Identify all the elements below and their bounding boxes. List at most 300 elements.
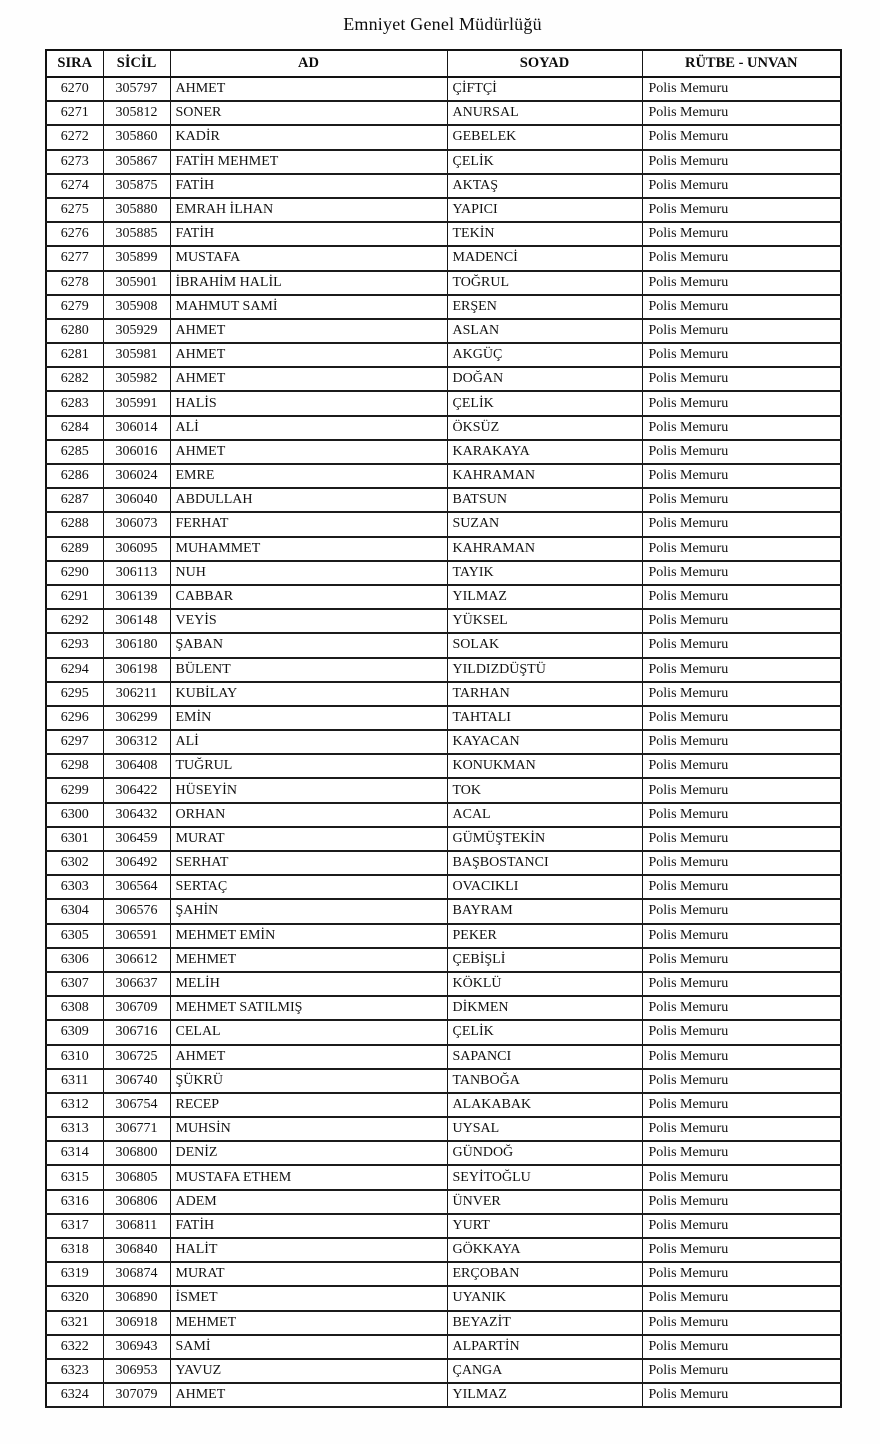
table-row bbox=[46, 150, 841, 174]
cell-ad: MAHMUT SAMİ bbox=[170, 295, 447, 319]
cell-sicil: 305991 bbox=[103, 391, 170, 415]
table-row bbox=[46, 1069, 841, 1093]
cell-rutbe: Polis Memuru bbox=[642, 391, 841, 415]
cell-soyad: ERŞEN bbox=[447, 295, 642, 319]
cell-ad: FATİH bbox=[170, 222, 447, 246]
cell-sicil: 305867 bbox=[103, 150, 170, 174]
table-row bbox=[46, 1045, 841, 1069]
cell-rutbe: Polis Memuru bbox=[642, 1190, 841, 1214]
table-row bbox=[46, 851, 841, 875]
cell-sicil: 306180 bbox=[103, 633, 170, 657]
cell-sira: 6318 bbox=[46, 1238, 103, 1262]
cell-soyad: ACAL bbox=[447, 803, 642, 827]
cell-rutbe: Polis Memuru bbox=[642, 1359, 841, 1383]
cell-sira: 6281 bbox=[46, 343, 103, 367]
cell-sicil: 306740 bbox=[103, 1069, 170, 1093]
cell-ad: TUĞRUL bbox=[170, 754, 447, 778]
cell-rutbe: Polis Memuru bbox=[642, 996, 841, 1020]
cell-sira: 6286 bbox=[46, 464, 103, 488]
table-row bbox=[46, 1335, 841, 1359]
table-row bbox=[46, 561, 841, 585]
cell-sicil: 306299 bbox=[103, 706, 170, 730]
cell-rutbe: Polis Memuru bbox=[642, 827, 841, 851]
cell-soyad: SAPANCI bbox=[447, 1045, 642, 1069]
cell-sira: 6316 bbox=[46, 1190, 103, 1214]
table-row bbox=[46, 101, 841, 125]
cell-ad: ORHAN bbox=[170, 803, 447, 827]
cell-soyad: ÇANGA bbox=[447, 1359, 642, 1383]
cell-soyad: GEBELEK bbox=[447, 125, 642, 149]
cell-sira: 6323 bbox=[46, 1359, 103, 1383]
cell-ad: MEHMET SATILMIŞ bbox=[170, 996, 447, 1020]
cell-soyad: TARHAN bbox=[447, 682, 642, 706]
table-row bbox=[46, 996, 841, 1020]
cell-ad: ABDULLAH bbox=[170, 488, 447, 512]
cell-ad: SONER bbox=[170, 101, 447, 125]
table-row bbox=[46, 343, 841, 367]
cell-sicil: 306073 bbox=[103, 512, 170, 536]
cell-ad: AHMET bbox=[170, 440, 447, 464]
cell-sicil: 306095 bbox=[103, 537, 170, 561]
cell-soyad: BEYAZİT bbox=[447, 1311, 642, 1335]
cell-ad: MEHMET bbox=[170, 948, 447, 972]
cell-rutbe: Polis Memuru bbox=[642, 778, 841, 802]
cell-sira: 6288 bbox=[46, 512, 103, 536]
cell-sira: 6277 bbox=[46, 246, 103, 270]
cell-ad: AHMET bbox=[170, 1045, 447, 1069]
cell-rutbe: Polis Memuru bbox=[642, 464, 841, 488]
cell-soyad: ALPARTİN bbox=[447, 1335, 642, 1359]
cell-sira: 6274 bbox=[46, 174, 103, 198]
cell-soyad: YAPICI bbox=[447, 198, 642, 222]
cell-soyad: KAYACAN bbox=[447, 730, 642, 754]
table-row bbox=[46, 633, 841, 657]
cell-rutbe: Polis Memuru bbox=[642, 1286, 841, 1310]
cell-ad: ALİ bbox=[170, 730, 447, 754]
cell-sira: 6287 bbox=[46, 488, 103, 512]
cell-rutbe: Polis Memuru bbox=[642, 585, 841, 609]
cell-soyad: ALAKABAK bbox=[447, 1093, 642, 1117]
cell-sicil: 306840 bbox=[103, 1238, 170, 1262]
cell-rutbe: Polis Memuru bbox=[642, 125, 841, 149]
cell-sicil: 306024 bbox=[103, 464, 170, 488]
cell-rutbe: Polis Memuru bbox=[642, 972, 841, 996]
cell-sira: 6278 bbox=[46, 271, 103, 295]
cell-soyad: PEKER bbox=[447, 924, 642, 948]
cell-sicil: 306211 bbox=[103, 682, 170, 706]
cell-ad: RECEP bbox=[170, 1093, 447, 1117]
cell-rutbe: Polis Memuru bbox=[642, 295, 841, 319]
cell-sicil: 306805 bbox=[103, 1165, 170, 1189]
cell-sira: 6299 bbox=[46, 778, 103, 802]
cell-ad: İBRAHİM HALİL bbox=[170, 271, 447, 295]
cell-sira: 6283 bbox=[46, 391, 103, 415]
cell-rutbe: Polis Memuru bbox=[642, 1165, 841, 1189]
cell-sicil: 306148 bbox=[103, 609, 170, 633]
cell-ad: EMRAH İLHAN bbox=[170, 198, 447, 222]
cell-soyad: SEYİTOĞLU bbox=[447, 1165, 642, 1189]
table-row bbox=[46, 803, 841, 827]
cell-rutbe: Polis Memuru bbox=[642, 1238, 841, 1262]
table-row bbox=[46, 1093, 841, 1117]
cell-rutbe: Polis Memuru bbox=[642, 1141, 841, 1165]
cell-soyad: TAHTALI bbox=[447, 706, 642, 730]
cell-sicil: 306754 bbox=[103, 1093, 170, 1117]
cell-sira: 6298 bbox=[46, 754, 103, 778]
cell-soyad: DOĞAN bbox=[447, 367, 642, 391]
cell-sira: 6293 bbox=[46, 633, 103, 657]
cell-soyad: YURT bbox=[447, 1214, 642, 1238]
cell-ad: CELAL bbox=[170, 1020, 447, 1044]
table-row bbox=[46, 1383, 841, 1407]
cell-rutbe: Polis Memuru bbox=[642, 633, 841, 657]
table-row bbox=[46, 319, 841, 343]
table-row bbox=[46, 658, 841, 682]
table-row bbox=[46, 125, 841, 149]
cell-rutbe: Polis Memuru bbox=[642, 246, 841, 270]
cell-rutbe: Polis Memuru bbox=[642, 658, 841, 682]
cell-soyad: GÖKKAYA bbox=[447, 1238, 642, 1262]
cell-soyad: AKGÜÇ bbox=[447, 343, 642, 367]
cell-sira: 6319 bbox=[46, 1262, 103, 1286]
cell-ad: HÜSEYİN bbox=[170, 778, 447, 802]
table-row bbox=[46, 77, 841, 101]
table-row bbox=[46, 899, 841, 923]
cell-sira: 6313 bbox=[46, 1117, 103, 1141]
cell-soyad: UYSAL bbox=[447, 1117, 642, 1141]
cell-sira: 6321 bbox=[46, 1311, 103, 1335]
cell-soyad: AKTAŞ bbox=[447, 174, 642, 198]
column-header-sira: SIRA bbox=[46, 50, 103, 77]
cell-sira: 6312 bbox=[46, 1093, 103, 1117]
cell-sicil: 305797 bbox=[103, 77, 170, 101]
cell-rutbe: Polis Memuru bbox=[642, 1214, 841, 1238]
table-row bbox=[46, 1359, 841, 1383]
cell-soyad: YILMAZ bbox=[447, 585, 642, 609]
cell-ad: HALİS bbox=[170, 391, 447, 415]
cell-sira: 6308 bbox=[46, 996, 103, 1020]
cell-ad: AHMET bbox=[170, 77, 447, 101]
cell-rutbe: Polis Memuru bbox=[642, 924, 841, 948]
table-row bbox=[46, 1262, 841, 1286]
cell-soyad: KÖKLÜ bbox=[447, 972, 642, 996]
table-row bbox=[46, 512, 841, 536]
table-row bbox=[46, 1020, 841, 1044]
cell-ad: AHMET bbox=[170, 319, 447, 343]
cell-sicil: 306459 bbox=[103, 827, 170, 851]
cell-sicil: 305929 bbox=[103, 319, 170, 343]
cell-soyad: ÇELİK bbox=[447, 391, 642, 415]
cell-sicil: 305899 bbox=[103, 246, 170, 270]
table-row bbox=[46, 972, 841, 996]
cell-sira: 6291 bbox=[46, 585, 103, 609]
table-row bbox=[46, 778, 841, 802]
cell-ad: AHMET bbox=[170, 1383, 447, 1407]
table-row bbox=[46, 440, 841, 464]
cell-sira: 6276 bbox=[46, 222, 103, 246]
cell-soyad: UYANIK bbox=[447, 1286, 642, 1310]
cell-sira: 6284 bbox=[46, 416, 103, 440]
cell-sicil: 306800 bbox=[103, 1141, 170, 1165]
table-row bbox=[46, 827, 841, 851]
cell-soyad: ÇEBİŞLİ bbox=[447, 948, 642, 972]
cell-sicil: 306040 bbox=[103, 488, 170, 512]
cell-rutbe: Polis Memuru bbox=[642, 101, 841, 125]
cell-rutbe: Polis Memuru bbox=[642, 537, 841, 561]
cell-sicil: 306014 bbox=[103, 416, 170, 440]
cell-sira: 6303 bbox=[46, 875, 103, 899]
cell-sicil: 306811 bbox=[103, 1214, 170, 1238]
cell-sira: 6304 bbox=[46, 899, 103, 923]
table-row bbox=[46, 1117, 841, 1141]
cell-sira: 6310 bbox=[46, 1045, 103, 1069]
column-header-soyad: SOYAD bbox=[447, 50, 642, 77]
cell-soyad: DİKMEN bbox=[447, 996, 642, 1020]
cell-rutbe: Polis Memuru bbox=[642, 803, 841, 827]
cell-sira: 6320 bbox=[46, 1286, 103, 1310]
cell-ad: DENİZ bbox=[170, 1141, 447, 1165]
cell-ad: AHMET bbox=[170, 367, 447, 391]
cell-rutbe: Polis Memuru bbox=[642, 271, 841, 295]
cell-ad: ŞÜKRÜ bbox=[170, 1069, 447, 1093]
cell-sira: 6307 bbox=[46, 972, 103, 996]
cell-soyad: TOĞRUL bbox=[447, 271, 642, 295]
cell-ad: AHMET bbox=[170, 343, 447, 367]
cell-soyad: ÇELİK bbox=[447, 150, 642, 174]
cell-rutbe: Polis Memuru bbox=[642, 1262, 841, 1286]
table-row bbox=[46, 464, 841, 488]
cell-soyad: ÇİFTÇİ bbox=[447, 77, 642, 101]
cell-sicil: 306113 bbox=[103, 561, 170, 585]
cell-sicil: 305981 bbox=[103, 343, 170, 367]
table-row bbox=[46, 1214, 841, 1238]
cell-ad: MELİH bbox=[170, 972, 447, 996]
cell-rutbe: Polis Memuru bbox=[642, 174, 841, 198]
table-row bbox=[46, 1286, 841, 1310]
cell-sicil: 306198 bbox=[103, 658, 170, 682]
cell-soyad: BAŞBOSTANCI bbox=[447, 851, 642, 875]
table-row bbox=[46, 924, 841, 948]
cell-sicil: 305908 bbox=[103, 295, 170, 319]
cell-sira: 6324 bbox=[46, 1383, 103, 1407]
cell-soyad: ÖKSÜZ bbox=[447, 416, 642, 440]
cell-sira: 6317 bbox=[46, 1214, 103, 1238]
table-row bbox=[46, 585, 841, 609]
page-title: Emniyet Genel Müdürlüğü bbox=[343, 14, 542, 34]
cell-rutbe: Polis Memuru bbox=[642, 899, 841, 923]
cell-sira: 6294 bbox=[46, 658, 103, 682]
cell-rutbe: Polis Memuru bbox=[642, 682, 841, 706]
cell-rutbe: Polis Memuru bbox=[642, 706, 841, 730]
table-row bbox=[46, 488, 841, 512]
cell-rutbe: Polis Memuru bbox=[642, 730, 841, 754]
cell-sira: 6270 bbox=[46, 77, 103, 101]
cell-rutbe: Polis Memuru bbox=[642, 416, 841, 440]
table-row bbox=[46, 416, 841, 440]
cell-sicil: 305812 bbox=[103, 101, 170, 125]
cell-soyad: SUZAN bbox=[447, 512, 642, 536]
cell-sicil: 306890 bbox=[103, 1286, 170, 1310]
cell-soyad: ERÇOBAN bbox=[447, 1262, 642, 1286]
cell-rutbe: Polis Memuru bbox=[642, 948, 841, 972]
table-header-row bbox=[46, 50, 841, 77]
table-row bbox=[46, 271, 841, 295]
cell-ad: SERHAT bbox=[170, 851, 447, 875]
table-row bbox=[46, 730, 841, 754]
table-row bbox=[46, 1190, 841, 1214]
cell-rutbe: Polis Memuru bbox=[642, 1335, 841, 1359]
cell-ad: FERHAT bbox=[170, 512, 447, 536]
cell-ad: MEHMET bbox=[170, 1311, 447, 1335]
cell-soyad: KARAKAYA bbox=[447, 440, 642, 464]
cell-sicil: 305982 bbox=[103, 367, 170, 391]
cell-ad: ALİ bbox=[170, 416, 447, 440]
cell-soyad: YILMAZ bbox=[447, 1383, 642, 1407]
cell-sicil: 306139 bbox=[103, 585, 170, 609]
cell-sicil: 306612 bbox=[103, 948, 170, 972]
cell-ad: NUH bbox=[170, 561, 447, 585]
cell-ad: EMİN bbox=[170, 706, 447, 730]
cell-sicil: 305875 bbox=[103, 174, 170, 198]
table-row bbox=[46, 537, 841, 561]
cell-rutbe: Polis Memuru bbox=[642, 488, 841, 512]
cell-ad: YAVUZ bbox=[170, 1359, 447, 1383]
cell-sicil: 305901 bbox=[103, 271, 170, 295]
cell-sira: 6289 bbox=[46, 537, 103, 561]
cell-soyad: ÇELİK bbox=[447, 1020, 642, 1044]
cell-soyad: ASLAN bbox=[447, 319, 642, 343]
table-body bbox=[46, 77, 841, 1407]
cell-soyad: YÜKSEL bbox=[447, 609, 642, 633]
cell-ad: ADEM bbox=[170, 1190, 447, 1214]
cell-sicil: 306591 bbox=[103, 924, 170, 948]
cell-soyad: ÜNVER bbox=[447, 1190, 642, 1214]
cell-soyad: TANBOĞA bbox=[447, 1069, 642, 1093]
cell-ad: CABBAR bbox=[170, 585, 447, 609]
cell-ad: İSMET bbox=[170, 1286, 447, 1310]
cell-rutbe: Polis Memuru bbox=[642, 609, 841, 633]
cell-sira: 6285 bbox=[46, 440, 103, 464]
cell-sira: 6311 bbox=[46, 1069, 103, 1093]
cell-soyad: BAYRAM bbox=[447, 899, 642, 923]
cell-ad: MURAT bbox=[170, 1262, 447, 1286]
cell-sira: 6314 bbox=[46, 1141, 103, 1165]
cell-sira: 6300 bbox=[46, 803, 103, 827]
table-row bbox=[46, 609, 841, 633]
table-row bbox=[46, 1141, 841, 1165]
personnel-table bbox=[45, 49, 842, 1408]
cell-sira: 6271 bbox=[46, 101, 103, 125]
table-row bbox=[46, 706, 841, 730]
cell-rutbe: Polis Memuru bbox=[642, 1020, 841, 1044]
cell-sira: 6290 bbox=[46, 561, 103, 585]
cell-soyad: GÜMÜŞTEKİN bbox=[447, 827, 642, 851]
cell-rutbe: Polis Memuru bbox=[642, 561, 841, 585]
table-row bbox=[46, 295, 841, 319]
cell-ad: SERTAÇ bbox=[170, 875, 447, 899]
column-header-sicil: SİCİL bbox=[103, 50, 170, 77]
cell-soyad: GÜNDOĞ bbox=[447, 1141, 642, 1165]
cell-soyad: TEKİN bbox=[447, 222, 642, 246]
cell-ad: MUSTAFA ETHEM bbox=[170, 1165, 447, 1189]
table-row bbox=[46, 246, 841, 270]
cell-ad: VEYİS bbox=[170, 609, 447, 633]
cell-rutbe: Polis Memuru bbox=[642, 1093, 841, 1117]
cell-sira: 6309 bbox=[46, 1020, 103, 1044]
cell-soyad: OVACIKLI bbox=[447, 875, 642, 899]
cell-sicil: 306716 bbox=[103, 1020, 170, 1044]
cell-soyad: BATSUN bbox=[447, 488, 642, 512]
cell-rutbe: Polis Memuru bbox=[642, 754, 841, 778]
cell-sira: 6272 bbox=[46, 125, 103, 149]
cell-sira: 6301 bbox=[46, 827, 103, 851]
cell-soyad: MADENCİ bbox=[447, 246, 642, 270]
cell-ad: FATİH MEHMET bbox=[170, 150, 447, 174]
cell-ad: KUBİLAY bbox=[170, 682, 447, 706]
cell-rutbe: Polis Memuru bbox=[642, 875, 841, 899]
cell-ad: BÜLENT bbox=[170, 658, 447, 682]
cell-soyad: YILDIZDÜŞTÜ bbox=[447, 658, 642, 682]
cell-sira: 6295 bbox=[46, 682, 103, 706]
cell-ad: ŞAHİN bbox=[170, 899, 447, 923]
cell-rutbe: Polis Memuru bbox=[642, 343, 841, 367]
cell-soyad: TAYIK bbox=[447, 561, 642, 585]
cell-sicil: 306576 bbox=[103, 899, 170, 923]
cell-sira: 6273 bbox=[46, 150, 103, 174]
cell-ad: FATİH bbox=[170, 1214, 447, 1238]
cell-soyad: KONUKMAN bbox=[447, 754, 642, 778]
cell-sicil: 306492 bbox=[103, 851, 170, 875]
cell-ad: MURAT bbox=[170, 827, 447, 851]
cell-sira: 6279 bbox=[46, 295, 103, 319]
cell-ad: EMRE bbox=[170, 464, 447, 488]
cell-sicil: 306874 bbox=[103, 1262, 170, 1286]
cell-sicil: 306637 bbox=[103, 972, 170, 996]
cell-ad: MUSTAFA bbox=[170, 246, 447, 270]
cell-sira: 6305 bbox=[46, 924, 103, 948]
column-header-ad: AD bbox=[170, 50, 447, 77]
cell-rutbe: Polis Memuru bbox=[642, 222, 841, 246]
table-row bbox=[46, 222, 841, 246]
cell-sicil: 306408 bbox=[103, 754, 170, 778]
cell-ad: SAMİ bbox=[170, 1335, 447, 1359]
cell-soyad: ANURSAL bbox=[447, 101, 642, 125]
cell-soyad: SOLAK bbox=[447, 633, 642, 657]
cell-sicil: 306422 bbox=[103, 778, 170, 802]
cell-rutbe: Polis Memuru bbox=[642, 367, 841, 391]
cell-rutbe: Polis Memuru bbox=[642, 1045, 841, 1069]
cell-rutbe: Polis Memuru bbox=[642, 851, 841, 875]
cell-sira: 6315 bbox=[46, 1165, 103, 1189]
cell-rutbe: Polis Memuru bbox=[642, 150, 841, 174]
cell-soyad: KAHRAMAN bbox=[447, 537, 642, 561]
cell-sicil: 306953 bbox=[103, 1359, 170, 1383]
cell-rutbe: Polis Memuru bbox=[642, 319, 841, 343]
cell-soyad: KAHRAMAN bbox=[447, 464, 642, 488]
table-row bbox=[46, 682, 841, 706]
cell-sira: 6297 bbox=[46, 730, 103, 754]
cell-sicil: 306943 bbox=[103, 1335, 170, 1359]
cell-sicil: 306918 bbox=[103, 1311, 170, 1335]
cell-ad: KADİR bbox=[170, 125, 447, 149]
cell-sira: 6302 bbox=[46, 851, 103, 875]
cell-ad: MEHMET EMİN bbox=[170, 924, 447, 948]
cell-rutbe: Polis Memuru bbox=[642, 512, 841, 536]
cell-sicil: 306771 bbox=[103, 1117, 170, 1141]
cell-ad: HALİT bbox=[170, 1238, 447, 1262]
cell-sicil: 306016 bbox=[103, 440, 170, 464]
cell-sira: 6306 bbox=[46, 948, 103, 972]
